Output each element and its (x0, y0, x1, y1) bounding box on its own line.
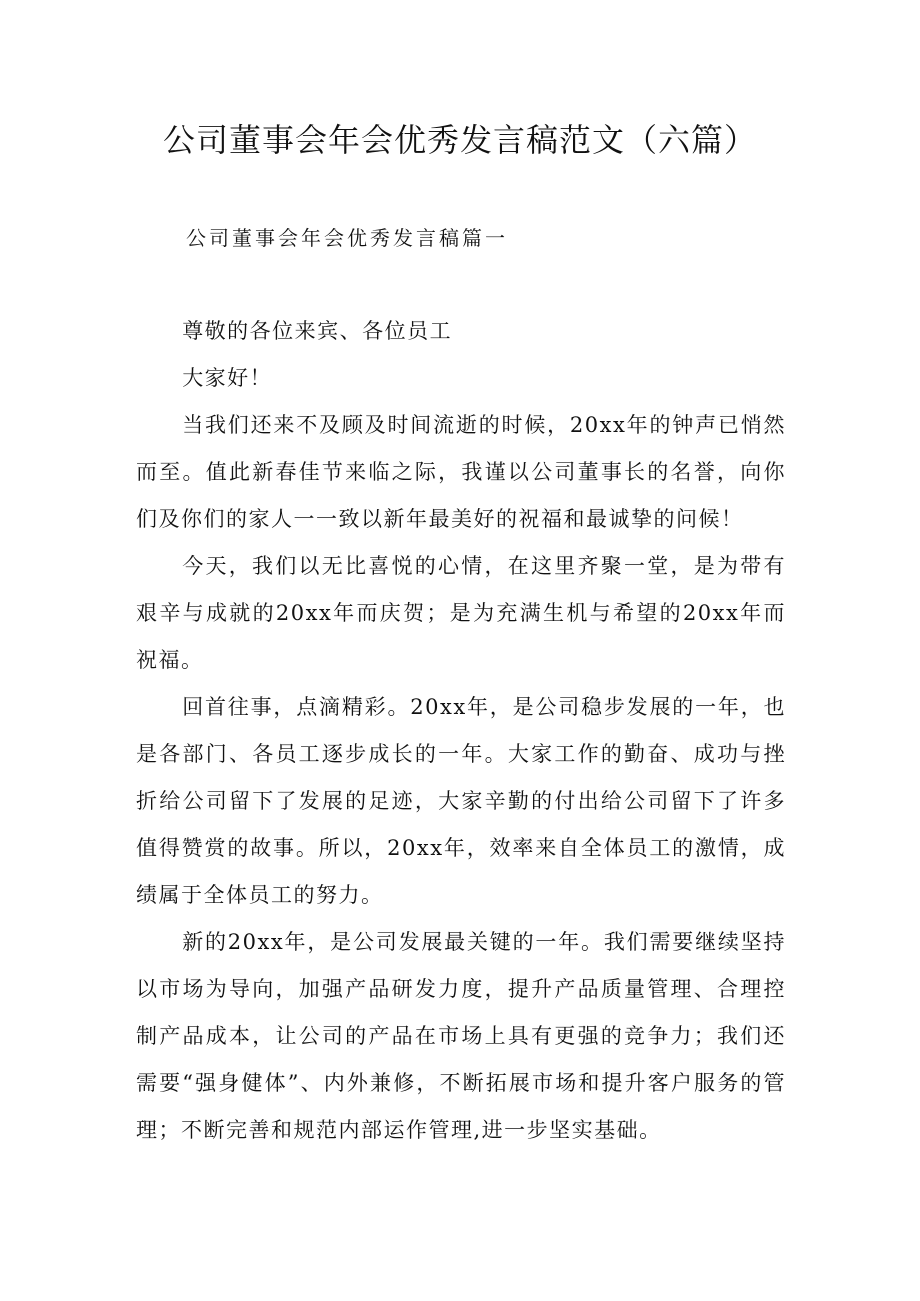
salutation-paragraph: 尊敬的各位来宾、各位员工 (182, 319, 453, 343)
document-body (136, 308, 786, 1154)
body-paragraph: 今天，我们以无比喜悦的心情，在这里齐聚一堂，是为带有艰辛与成就的20xx年而庆贺；是为充满生机与希望的20xx年而祝福。 (136, 554, 786, 672)
section-heading: 公司董事会年会优秀发言稿篇一 (186, 226, 508, 250)
document-title: 公司董事会年会优秀发言稿范文（六篇） (162, 121, 757, 159)
body-paragraph: 新的20xx年，是公司发展最关键的一年。我们需要继续坚持以市场为导向，加强产品研发力度，提升产品质量管理、合理控制产品成本，让公司的产品在市场上具有更强的竞争力；我们还需要“强身健体”、内外兼修，不断拓展市场和提升客户服务的管理；不断完善和规范内部运作管理,进一步坚实基础。 (136, 930, 786, 1142)
body-paragraph: 当我们还来不及顾及时间流逝的时候，20xx年的钟声已悄然而至。值此新春佳节来临之际，我谨以公司董事长的名誉，向你们及你们的家人一一致以新年最美好的祝福和最诚挚的问候！ (136, 413, 786, 531)
greeting-paragraph: 大家好！ (182, 366, 273, 390)
body-paragraph: 回首往事，点滴精彩。20xx年，是公司稳步发展的一年，也是各部门、各员工逐步成长的一年。大家工作的勤奋、成功与挫折给公司留下了发展的足迹，大家辛勤的付出给公司留下了许多值得赞赏的故事。所以，20xx年，效率来自全体员工的激情，成绩属于全体员工的努力。 (136, 695, 786, 907)
